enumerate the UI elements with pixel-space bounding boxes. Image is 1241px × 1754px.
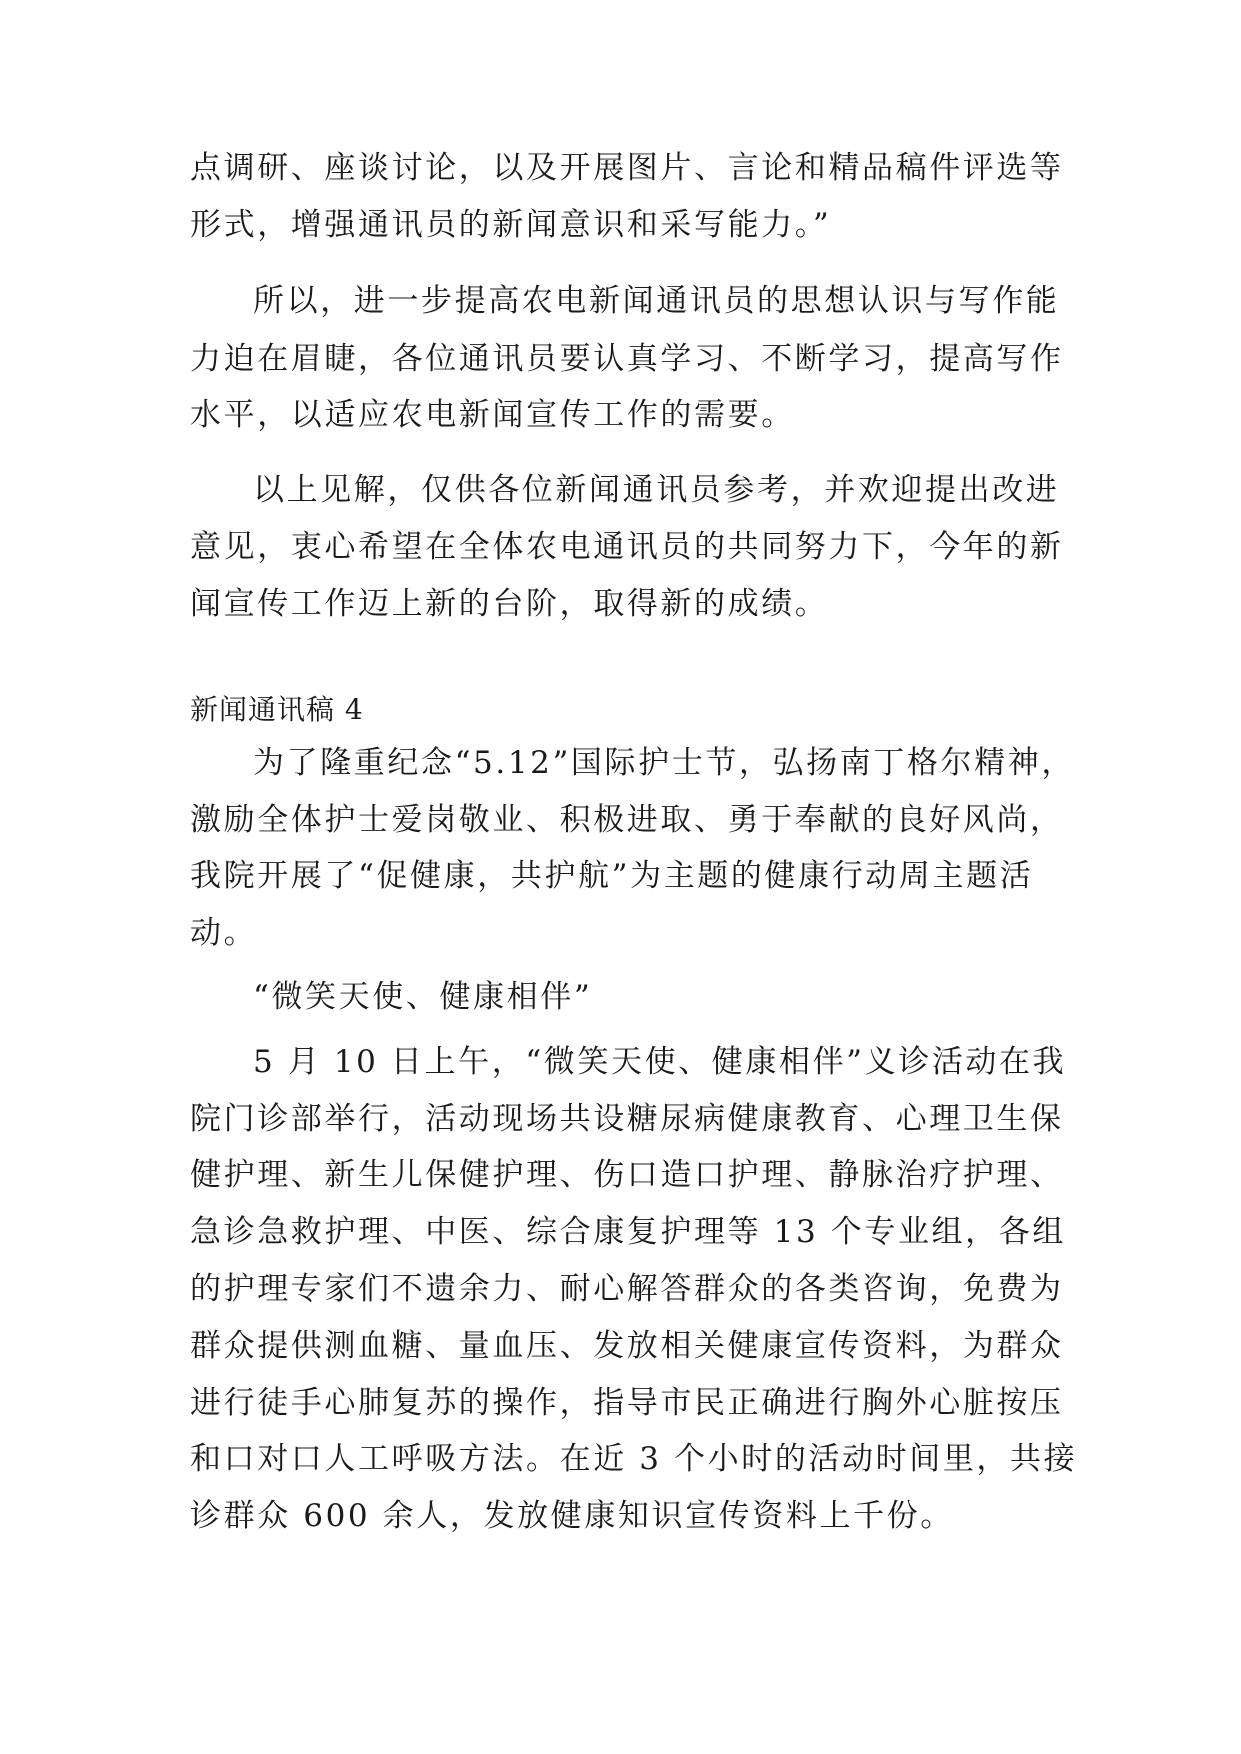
text-line: 激励全体护士爱岗敬业、积极进取、勇于奉献的良好风尚，: [190, 802, 1064, 838]
text-line: 群众提供测血糖、量血压、发放相关健康宣传资料，为群众: [190, 1328, 1064, 1364]
text-line: 院门诊部举行，活动现场共设糖尿病健康教育、心理卫生保: [190, 1101, 1064, 1137]
text-line: 进行徒手心肺复苏的操作，指导市民正确进行胸外心脏按压: [190, 1385, 1064, 1421]
text-line: 意见，衷心希望在全体农电通讯员的共同努力下，今年的新: [190, 529, 1064, 565]
text-line: 点调研、座谈讨论，以及开展图片、言论和精品稿件评选等: [190, 150, 1064, 186]
text-line: 为了隆重纪念“5.12”国际护士节，弘扬南丁格尔精神，: [253, 745, 1075, 781]
text-line: 力迫在眉睫，各位通讯员要认真学习、不断学习，提高写作: [190, 341, 1064, 377]
text-line: 诊群众 600 余人，发放健康知识宣传资料上千份。: [190, 1498, 954, 1534]
subsection-title: “微笑天使、健康相伴”: [253, 979, 593, 1015]
text-line: 水平，以适应农电新闻宣传工作的需要。: [190, 397, 795, 433]
text-line: 我院开展了“促健康，共护航”为主题的健康行动周主题活: [190, 858, 1034, 894]
text-line: 动。: [190, 915, 258, 951]
text-line: 形式，增强通讯员的新闻意识和采写能力。”: [190, 207, 832, 243]
section-heading: 新闻通讯稿 4: [190, 693, 364, 726]
text-line: 闻宣传工作迈上新的台阶，取得新的成绩。: [190, 586, 829, 622]
text-line: 以上见解，仅供各位新闻通讯员参考，并欢迎提出改进: [253, 472, 1060, 508]
text-line: 健护理、新生儿保健护理、伤口造口护理、静脉治疗护理、: [190, 1157, 1064, 1193]
text-line: 5 月 10 日上午，“微笑天使、健康相伴”义诊活动在我: [253, 1044, 1067, 1080]
text-line: 的护理专家们不遗余力、耐心解答群众的各类咨询，免费为: [190, 1271, 1064, 1307]
text-line: 和口对口人工呼吸方法。在近 3 个小时的活动时间里，共接: [190, 1441, 1078, 1477]
text-line: 所以，进一步提高农电新闻通讯员的思想认识与写作能: [253, 283, 1060, 319]
text-line: 急诊急救护理、中医、综合康复护理等 13 个专业组，各组: [190, 1214, 1066, 1250]
